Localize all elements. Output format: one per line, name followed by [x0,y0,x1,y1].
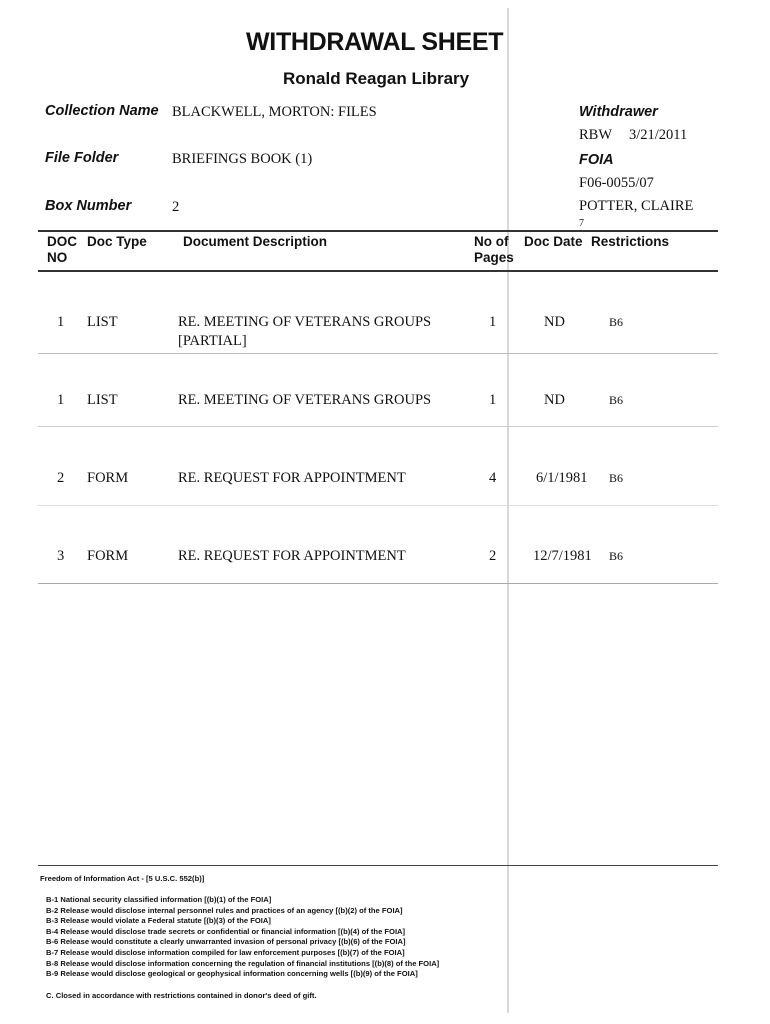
row-4-doc-no: 3 [57,548,65,564]
row-4-date: 12/7/1981 [533,548,592,564]
row-4-separator [38,583,718,584]
row-3-doc-type: FORM [87,470,129,486]
row-4-restrictions: B6 [609,549,624,563]
row-1-doc-type: LIST [87,314,118,330]
header-top-rule [38,230,718,232]
foia-extra: 7 [579,218,584,229]
file-folder-label: File Folder [45,150,119,166]
row-1-restrictions: B6 [609,315,624,329]
row-3-pages: 4 [489,470,497,486]
foia-label: FOIA [579,152,614,168]
row-2-doc-no: 1 [57,392,65,408]
row-4-pages: 2 [489,548,497,564]
foia-exemption-b1: B-1 National security classified information [(b)(1) of the FOIA] [46,895,272,904]
col-date-header: Doc Date [524,234,583,249]
row-1-separator [38,353,718,354]
page-fold-line [507,8,509,1013]
row-3-description: RE. REQUEST FOR APPOINTMENT [178,470,406,486]
foia-footer-heading: Freedom of Information Act - [5 U.S.C. 552(b)] [40,874,205,883]
foia-exemption-b4: B-4 Release would disclose trade secrets or confidential or financial information [(b)(4) of the FOIA] [46,926,406,936]
page-title: WITHDRAWAL SHEET [246,28,504,56]
foia-exemption-b6: B-6 Release would constitute a clearly unwarranted invasion of personal privacy [(b)(6) of the FOIA] [46,937,406,947]
row-2-pages: 1 [489,392,497,408]
withdrawer-initials: RBW [579,127,613,143]
row-3-separator [38,505,718,506]
row-2-description: RE. MEETING OF VETERANS GROUPS [178,392,432,408]
withdrawer-date: 3/21/2011 [629,127,688,143]
row-1-pages: 1 [489,314,497,330]
row-3-date: 6/1/1981 [536,470,588,486]
row-1-doc-no: 1 [57,314,65,330]
row-4-description: RE. REQUEST FOR APPOINTMENT [178,548,406,564]
withdrawer-label: Withdrawer [579,104,658,120]
footer-rule [38,865,718,866]
file-folder-value: BRIEFINGS BOOK (1) [172,151,313,167]
col-doc-no-header: DOC NO [47,234,77,265]
library-name: Ronald Reagan Library [283,69,470,88]
col-doc-type-header: Doc Type [87,234,147,249]
row-2-separator [38,426,718,427]
row-1-date: ND [544,314,565,330]
col-pages-header: No of Pages [474,234,514,265]
row-1-description: RE. MEETING OF VETERANS GROUPS [PARTIAL] [178,314,432,349]
row-2-restrictions: B6 [609,393,624,407]
foia-exemption-b7: B-7 Release would disclose information compiled for law enforcement purposes [(b)(7) of the FOIA] [46,947,405,957]
foia-exemption-b8: B-8 Release would disclose information concerning the regulation of financial institutions [(b)(8) of the FOIA] [46,958,440,968]
foia-exemption-b9: B-9 Release would disclose geological or geophysical information concerning wells [(b)(9) of the FOIA] [46,969,418,979]
row-3-doc-no: 2 [57,470,65,486]
foia-requester: POTTER, CLAIRE [579,198,694,214]
col-restrictions-header: Restrictions [591,234,670,249]
col-description-header: Document Description [183,234,328,249]
header-bottom-rule [38,270,718,272]
foia-exemption-list [46,895,439,980]
foia-closing-note: C. Closed in accordance with restrictions contained in donor's deed of gift. [46,991,317,1000]
box-number-value: 2 [172,199,180,215]
row-3-restrictions: B6 [609,471,624,485]
row-2-doc-type: LIST [87,392,118,408]
foia-exemption-b3: B-3 Release would violate a Federal statute [(b)(3) of the FOIA] [46,916,271,926]
foia-number: F06-0055/07 [579,175,654,191]
row-2-date: ND [544,392,565,408]
collection-name-value: BLACKWELL, MORTON: FILES [172,104,377,120]
foia-exemption-b2: B-2 Release would disclose internal personnel rules and practices of an agency [(b)(2) of the FOIA] [46,905,403,915]
row-4-doc-type: FORM [87,548,129,564]
collection-name-label: Collection Name [45,103,159,119]
box-number-label: Box Number [45,198,132,214]
